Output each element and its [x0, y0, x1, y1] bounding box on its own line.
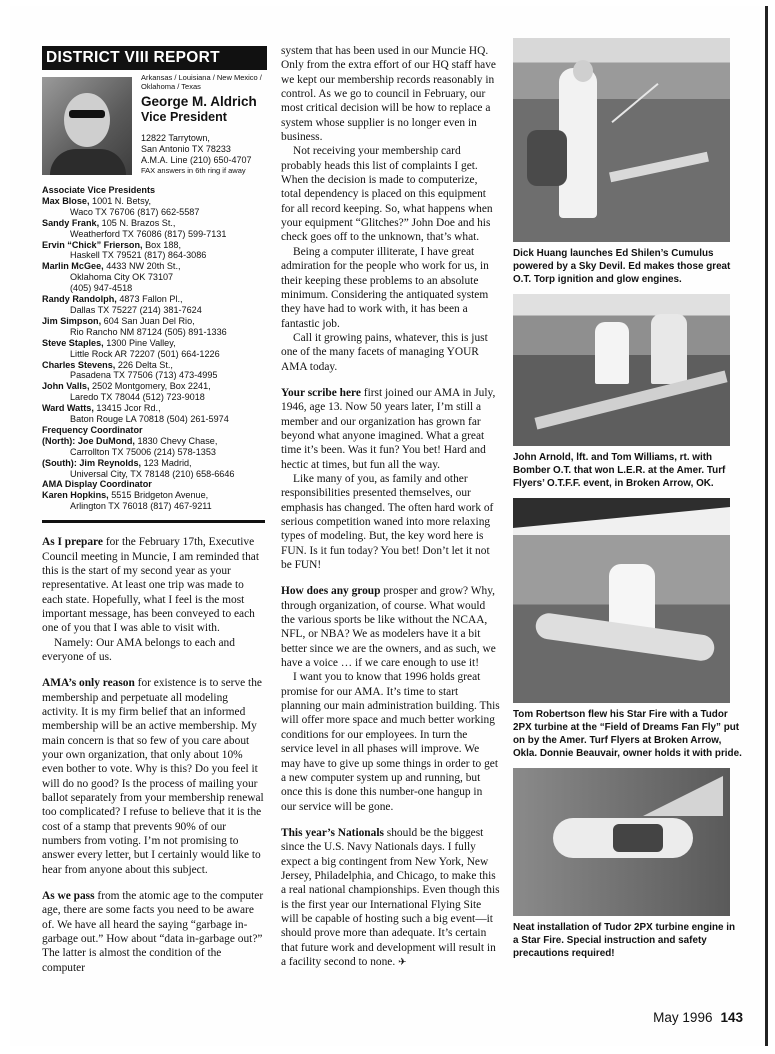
issue-date: May 1996: [653, 1010, 713, 1025]
page-number: 143: [720, 1010, 743, 1025]
photo-launch: [513, 38, 730, 242]
freq-south: (South): Jim Reynolds, 123 Madrid,: [42, 457, 192, 468]
district-states: Arkansas / Louisiana / New Mexico / Oklahoma / Texas: [141, 73, 262, 91]
middle-column: system that has been used in our Muncie HQ. Only from the extra effort of our HQ staff have we kept our membership records reasonably in control. As we go to council in February, our most critical decision will be how to replace a system whose supplier is no longer even in business. Not receiving your membership card probably heads this list of complaints I get. When the decision is made to computerize, total dependency is placed on this equipment for all record keeping. So, what happens when your equipment “Glitches?” John Doe and his check goes off to the unknown, that’s what. Being a computer illiterate, I have great admiration for the people who work for us, in their keeping these problems to an absolute minimum. Considering the antiquated system they have had to work with, it has been a fantastic job. Call it growing pains, whatever, this is just one of the many facets of managing YOUR AMA today. Your scribe here first joined our AMA in July, 1946, age 13. Now 50 years later, I’m still a member and our organization has grown far beyond what anyone imagined. What a great time it’s been. Was it fun? You bet! Hard and hectic at times, but fun all the way. Like many of you, as family and other responsibilities presented themselves, our emphasis has changed. The often hard work of serious competition waned into more relaxing types of modeling. But, the key word here is FUN. Is it fun today? You bet! Don’t let it not be FUN! How does any group prosper and grow? Why, through organization, of course. What would the various sports be like without the NCAA, NFL, or NBA? We as modelers have it a bit better since we are the owners, and as such, we have a voice … if we care enough to use it! I want you to know that 1996 holds great promise for our AMA. It’s time to start planning our main administration building. This will offer more space and much better working conditions for our employees. In turn the service level in all phases will improve. We may have to give up some things in order to get a new computer system up and running, but once this is done this number-one hangup in our service will be gone. This year’s Nationals should be the biggest since the U.S. Navy Nationals days. I fully expect a big contingent from New York, New Jersey, Philadelphia, and Chicago, to make this a real national championships. Even though this is the first year our International Flying Site will be capable of hosting such a big event—it should prove more than adequate. It’s certain that future work and development will result in a facility second to none. ✈: [281, 45, 500, 968]
district-banner: DISTRICT VIII REPORT: [42, 46, 267, 70]
vp-portrait-photo: [42, 77, 132, 175]
frequency-heading: Frequency Coordinator: [42, 424, 143, 435]
associate-contact: John Valls, 2502 Montgomery, Box 2241,: [42, 381, 211, 392]
left-column: [42, 46, 267, 975]
page-footer: [653, 1010, 743, 1025]
end-mark-icon: ✈: [398, 956, 407, 968]
caption-1: Dick Huang launches Ed Shilen’s Cumulus powered by a Sky Devil. Ed makes those great O.T. Torp ignition and glow engines.: [513, 248, 731, 285]
photo-turbine-install: [513, 768, 730, 916]
section-divider: [42, 520, 265, 523]
caption-3: Tom Robertson flew his Star Fire with a Tudor 2PX turbine at the “Field of Dreams Fan Fly” put on by the Amer. Turf Flyers at Broken Arrow, Okla. Donnie Beauvair, owner holds it with pride.: [513, 709, 742, 759]
freq-north: (North): Joe DuMond, 1830 Chevy Chase,: [42, 435, 218, 446]
associate-contact: Charles Stevens, 226 Delta St.,: [42, 359, 173, 370]
associate-contact: Ervin “Chick” Frierson, Box 188,: [42, 239, 182, 250]
associate-contact: Sandy Frank, 105 N. Brazos St.,: [42, 217, 176, 228]
vp-address: 12822 Tarrytown, San Antonio TX 78233 A.M.A. Line (210) 650-4707: [141, 133, 252, 165]
associate-heading: Associate Vice Presidents: [42, 185, 156, 195]
associate-contact: Max Blose, 1001 N. Betsy,: [42, 195, 152, 206]
associate-contact: Ward Watts, 13415 Jcor Rd.,: [42, 403, 161, 414]
display-coordinator: Karen Hopkins, 5515 Bridgeton Avenue,: [42, 490, 209, 501]
associate-list: Max Blose, 1001 N. Betsy, Waco TX 76706 (817) 662-5587 Sandy Frank, 105 N. Brazos St., Weatherford TX 76086 (817) 599-7131 Ervin “Chick” Frierson, Box 188, Haskell TX 79521 (817) 864-3086 Marlin McGee, 4433 NW 20th St., Oklahoma City OK 73107 (405) 947-4518 Randy Randolph, 4873 Fallon Pl., Dallas TX 75227 (214) 381-7624 Jim Simpson, 604 San Juan Del Rio, Rio Rancho NM 87124 (505) 891-1336 Steve Staples, 1300 Pine Valley, Little Rock AR 72207 (501) 664-1226 Charles Stevens, 226 Delta St., Pasadena TX 77506 (713) 473-4995 John Valls, 2502 Montgomery, Box 2241, Laredo TX 78044 (512) 723-9018 Ward Watts, 13415 Jcor Rd., Baton Rouge LA 70818 (504) 261-5974: [42, 196, 267, 425]
vp-name: George M. Aldrich: [141, 94, 257, 109]
vp-title: Vice President: [141, 110, 227, 124]
vp-fax-note: FAX answers in 6th ring if away: [141, 166, 246, 175]
left-article-text: As I prepare for the February 17th, Executive Council meeting in Muncie, I am reminded that this is the start of my second year as your representative. At least one trip was made to each state. Hopefully, what I feel is the most important message, has been conveyed to each one of you that I was able to visit with. Namely: Our AMA belongs to each and everyone of us. AMA’s only reason for existence is to serve the membership and perpetuate all modeling activity. It is my firm belief that an informed membership will be an active membership. My main concern is that so few of you care about your own organization, that only about 10% even bother to vote. Why is this? Do you feel it will do no good? Is the process of mailing your ballot separately from your membership renewal too complicated? I refuse to believe that it is the cost of a stamp that prevents 90% of our numbers from voting. I’m not promising to answer every letter, but I certainly would like to hear from anyone about this subject. As we pass from the atomic age to the computer age, there are some facts you need to be aware of. We have all heard the saying “garbage in-garbage out.” How about “data in-garbage out?” The latter is almost the condition of the computer: [42, 536, 264, 974]
associate-contact: Jim Simpson, 604 San Juan Del Rio,: [42, 315, 195, 326]
associate-contact: Steve Staples, 1300 Pine Valley,: [42, 337, 176, 348]
photo-star-fire: [513, 498, 730, 703]
vice-president-block: [42, 73, 267, 183]
contact-directory: Associate Vice Presidents Max Blose, 1001 N. Betsy, Waco TX 76706 (817) 662-5587 Sandy Frank, 105 N. Brazos St., Weatherford TX 76086 (817) 599-7131 Ervin “Chick” Frierson, Box 188, Haskell TX 79521 (817) 864-3086 Marlin McGee, 4433 NW 20th St., Oklahoma City OK 73107 (405) 947-4518 Randy Randolph, 4873 Fallon Pl., Dallas TX 75227 (214) 381-7624 Jim Simpson, 604 San Juan Del Rio, Rio Rancho NM 87124 (505) 891-1336 Steve Staples, 1300 Pine Valley, Little Rock AR 72207 (501) 664-1226 Charles Stevens, 226 Delta St., Pasadena TX 77506 (713) 473-4995 John Valls, 2502 Montgomery, Box 2241, Laredo TX 78044 (512) 723-9018 Ward Watts, 13415 Jcor Rd., Baton Rouge LA 70818 (504) 261-5974 Frequency Coordinator (North): Joe DuMond, 1830 Chevy Chase, Carrollton TX 75006 (214) 578-1353 (South): Jim Reynolds, 123 Madrid, Universal City, TX 78148 (210) 658-6646 AMA Display Coordinator Karen Hopkins, 5515 Bridgeton Avenue, Arlington TX 76018 (817) 467-9211: [42, 185, 267, 512]
caption-2: John Arnold, lft. and Tom Williams, rt. with Bomber O.T. that won L.E.R. at the Amer. Turf Flyers’ O.T.F.F. event, in Broken Arrow, OK.: [513, 452, 726, 489]
display-heading: AMA Display Coordinator: [42, 479, 152, 490]
associate-contact: Marlin McGee, 4433 NW 20th St.,: [42, 261, 181, 272]
caption-4: Neat installation of Tudor 2PX turbine engine in a Star Fire. Special instruction and safety precautions required!: [513, 922, 736, 959]
associate-contact: Randy Randolph, 4873 Fallon Pl.,: [42, 294, 183, 305]
photo-bomber: [513, 294, 730, 446]
right-column: [513, 38, 742, 960]
